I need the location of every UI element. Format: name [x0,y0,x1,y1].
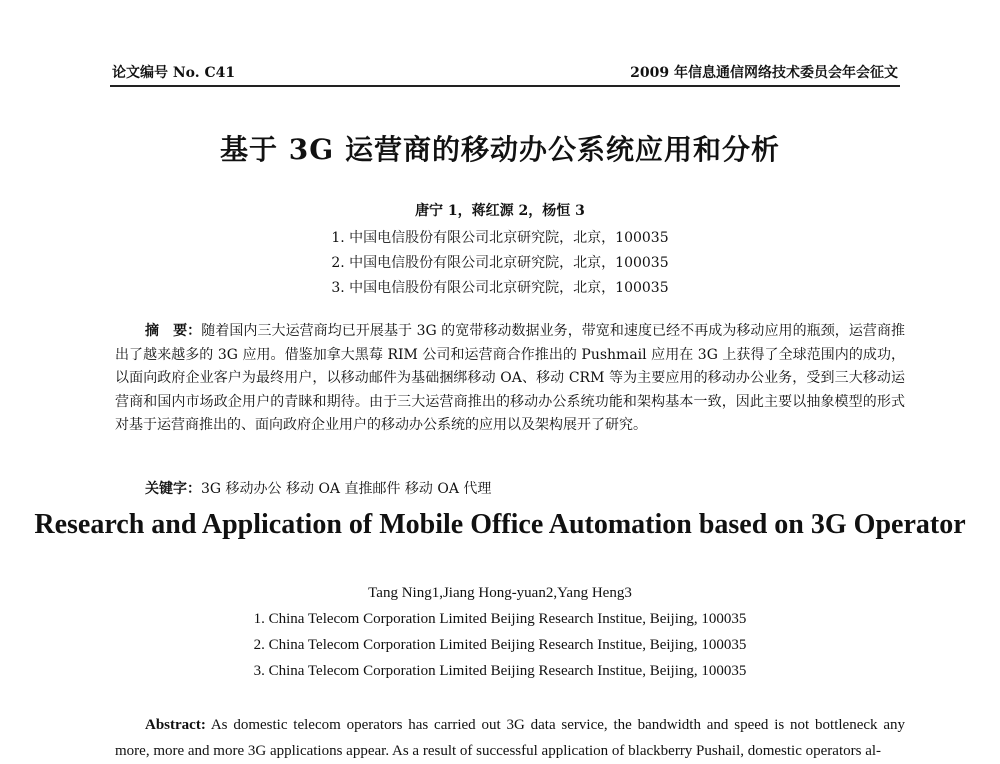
affiliation-en: 2. China Telecom Corporation Limited Beijing Research Institue, Beijing, 100035 [253,637,747,653]
abstract-en-label: Abstract: [145,717,206,733]
header-left: 论文编号 No. C41 [112,65,236,81]
abstract-en-text: As domestic telecom operators has carried out 3G data service, the bandwidth and speed is not bottleneck any more, more and more 3G applications appear. As a result of successful application of blackberry Pushail, domestic operators al- [115,717,905,759]
abstract-cn-text: 随着国内三大运营商均已开展基于 3G 的宽带移动数据业务，带宽和速度已经不再成为移动应用的瓶颈，运营商推出了越来越多的 3G 应用。借鉴加拿大黑莓 RIM 公司和运营商合作推出的 Pushmail 应用在 3G 上获得了全球范围内的成功，以面向政府企业客户为最终用户，以移动邮件为基础捆绑移动 OA、移动 CRM 等为主要应用的移动办公业务，受到三大移动运营商和国内市场政企用户的青睐和期待。由于三大运营商推出的移动办公系统功能和架构基本一致，因此主要以抽象模型的形式对基于运营商推出的、面向政府企业用户的移动办公系统的应用以及架构展开了研究。 [115,323,905,433]
affiliation-en: 1. China Telecom Corporation Limited Beijing Research Institue, Beijing, 100035 [253,611,747,627]
title-cn: 基于 3G 运营商的移动办公系统应用和分析 [220,133,780,166]
authors-en: Tang Ning1,Jiang Hong-yuan2,Yang Heng3 [368,585,632,601]
abstract-cn-label: 摘 要： [145,323,202,339]
affiliation-en: 3. China Telecom Corporation Limited Beijing Research Institue, Beijing, 100035 [253,663,747,679]
abstract-en [115,712,905,764]
header-right: 2009 年信息通信网络技术委员会年会征文 [630,65,898,81]
keywords-cn [145,478,491,498]
title-en: Research and Application of Mobile Office Automation based on 3G Operator [34,509,966,540]
authors-cn: 唐宁 1，蒋红源 2，杨恒 3 [415,203,585,219]
affiliation-cn: 1. 中国电信股份有限公司北京研究院，北京，100035 [331,230,669,246]
header-rule [110,85,900,87]
abstract-cn [115,320,905,438]
keywords-cn-label: 关键字： [145,481,201,497]
affiliation-cn: 3. 中国电信股份有限公司北京研究院，北京，100035 [331,280,669,296]
keywords-cn-text: 3G 移动办公 移动 OA 直推邮件 移动 OA 代理 [201,481,492,497]
affiliation-cn: 2. 中国电信股份有限公司北京研究院，北京，100035 [331,255,669,271]
